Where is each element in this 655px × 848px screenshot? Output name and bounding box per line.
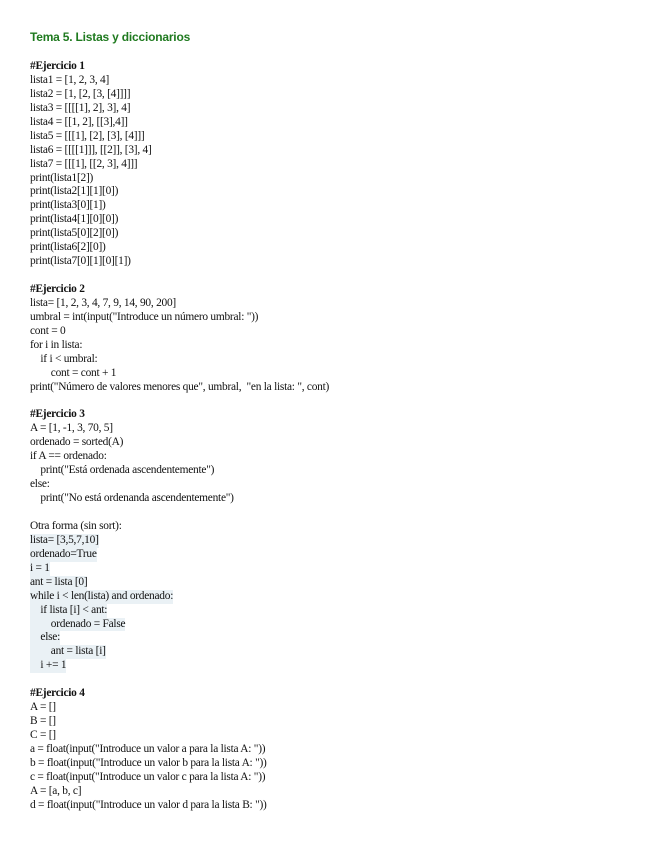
code-line bbox=[30, 102, 630, 116]
code-line bbox=[30, 604, 630, 618]
code-line bbox=[30, 297, 630, 311]
line-text: lista= [3,5,7,10] bbox=[30, 533, 99, 546]
code-line bbox=[30, 743, 630, 757]
code-line bbox=[30, 213, 630, 227]
code-line bbox=[30, 548, 630, 562]
line-text: ordenado = False bbox=[30, 617, 126, 630]
exercise-heading bbox=[30, 60, 630, 74]
line-text: print("Número de valores menores que", umbral, "en la lista: ", cont) bbox=[30, 380, 330, 393]
code-line bbox=[30, 715, 630, 729]
code-line bbox=[30, 88, 630, 102]
exercise-heading bbox=[30, 408, 630, 422]
line-text: lista3 = [[[[1], 2], 3], 4] bbox=[30, 101, 131, 114]
line-text: cont = cont + 1 bbox=[30, 366, 117, 379]
line-text: i += 1 bbox=[30, 659, 67, 672]
code-line bbox=[30, 436, 630, 450]
blank-line bbox=[30, 506, 630, 520]
line-text: B = [] bbox=[30, 715, 56, 728]
code-line bbox=[30, 227, 630, 241]
code-line bbox=[30, 562, 630, 576]
code-line bbox=[30, 659, 630, 673]
line-text: A = [a, b, c] bbox=[30, 784, 82, 797]
line-text: else: bbox=[30, 478, 50, 491]
code-line bbox=[30, 339, 630, 353]
line-text: print(lista2[1][1][0]) bbox=[30, 185, 119, 198]
code-line bbox=[30, 422, 630, 436]
code-line bbox=[30, 353, 630, 367]
line-text: print("No está ordenanda ascendentemente") bbox=[30, 492, 234, 505]
line-text: ordenado=True bbox=[30, 547, 97, 560]
code-line bbox=[30, 590, 630, 604]
line-text: a = float(input("Introduce un valor a para la lista A: ")) bbox=[30, 742, 266, 755]
line-text: lista7 = [[[1], [[2, 3], 4]]] bbox=[30, 157, 138, 170]
line-text: print(lista6[2][0]) bbox=[30, 241, 106, 254]
code-line bbox=[30, 576, 630, 590]
code-line bbox=[30, 701, 630, 715]
line-text: ant = lista [0] bbox=[30, 575, 88, 588]
line-text: if i < umbral: bbox=[30, 352, 98, 365]
line-text: C = [] bbox=[30, 729, 56, 741]
line-text: #Ejercicio 2 bbox=[30, 283, 85, 295]
line-text: ant = lista [i] bbox=[30, 645, 106, 658]
line-text: print(lista4[1][0][0]) bbox=[30, 213, 119, 226]
line-text: c = float(input("Introduce un valor c para la lista A: ")) bbox=[30, 770, 266, 783]
document-title: Tema 5. Listas y diccionarios bbox=[30, 30, 191, 44]
code-line bbox=[30, 130, 630, 144]
code-line bbox=[30, 381, 630, 395]
line-text: if lista [i] < ant: bbox=[30, 603, 108, 616]
code-line bbox=[30, 618, 630, 632]
code-line bbox=[30, 729, 630, 743]
code-line bbox=[30, 757, 630, 771]
code-line bbox=[30, 255, 630, 269]
line-text: b = float(input("Introduce un valor b para la lista A: ")) bbox=[30, 756, 267, 769]
code-line bbox=[30, 311, 630, 325]
line-text: Otra forma (sin sort): bbox=[30, 519, 122, 532]
line-text: cont = 0 bbox=[30, 324, 66, 337]
code-line bbox=[30, 199, 630, 213]
blank-line bbox=[30, 269, 630, 283]
line-text: umbral = int(input("Introduce un número umbral: ")) bbox=[30, 310, 259, 323]
code-line bbox=[30, 534, 630, 548]
code-line bbox=[30, 771, 630, 785]
code-line bbox=[30, 116, 630, 130]
code-line bbox=[30, 799, 630, 813]
code-line bbox=[30, 520, 630, 534]
code-line bbox=[30, 172, 630, 186]
code-line bbox=[30, 631, 630, 645]
line-text: print(lista7[0][1][0][1]) bbox=[30, 255, 131, 268]
code-line bbox=[30, 478, 630, 492]
code-line bbox=[30, 367, 630, 381]
line-text: A = [1, -1, 3, 70, 5] bbox=[30, 422, 113, 435]
code-line bbox=[30, 74, 630, 88]
code-line bbox=[30, 144, 630, 158]
code-listing bbox=[30, 60, 630, 813]
line-text: #Ejercicio 3 bbox=[30, 408, 85, 421]
code-line bbox=[30, 241, 630, 255]
line-text: while i < len(lista) and ordenado: bbox=[30, 589, 174, 602]
blank-line bbox=[30, 395, 630, 409]
line-text: lista2 = [1, [2, [3, [4]]]] bbox=[30, 87, 131, 100]
line-text: if A == ordenado: bbox=[30, 450, 107, 463]
line-text: for i in lista: bbox=[30, 338, 83, 351]
line-text: i = 1 bbox=[30, 561, 50, 574]
line-text: lista4 = [[1, 2], [[3],4]] bbox=[30, 115, 128, 128]
line-text: lista5 = [[[1], [2], [3], [4]]] bbox=[30, 129, 145, 142]
line-text: d = float(input("Introduce un valor d para la lista B: ")) bbox=[30, 798, 267, 811]
code-line bbox=[30, 464, 630, 478]
code-line bbox=[30, 492, 630, 506]
line-text: #Ejercicio 1 bbox=[30, 60, 85, 72]
line-text: lista1 = [1, 2, 3, 4] bbox=[30, 73, 110, 86]
line-text: lista= [1, 2, 3, 4, 7, 9, 14, 90, 200] bbox=[30, 296, 176, 309]
code-line bbox=[30, 185, 630, 199]
line-text: print(lista1[2]) bbox=[30, 171, 94, 184]
line-text: #Ejercicio 4 bbox=[30, 687, 85, 700]
code-line bbox=[30, 785, 630, 799]
exercise-heading bbox=[30, 687, 630, 701]
line-text: print(lista3[0][1]) bbox=[30, 199, 106, 212]
line-text: A = [] bbox=[30, 701, 56, 714]
line-text: else: bbox=[30, 631, 61, 644]
code-line bbox=[30, 325, 630, 339]
exercise-heading bbox=[30, 283, 630, 297]
blank-line bbox=[30, 673, 630, 687]
line-text: lista6 = [[[[1]]], [[2]], [3], 4] bbox=[30, 143, 152, 156]
line-text: print(lista5[0][2][0]) bbox=[30, 227, 119, 240]
line-text: print("Está ordenada ascendentemente") bbox=[30, 464, 215, 477]
code-line bbox=[30, 158, 630, 172]
code-line bbox=[30, 450, 630, 464]
line-text: ordenado = sorted(A) bbox=[30, 436, 124, 449]
code-line bbox=[30, 645, 630, 659]
